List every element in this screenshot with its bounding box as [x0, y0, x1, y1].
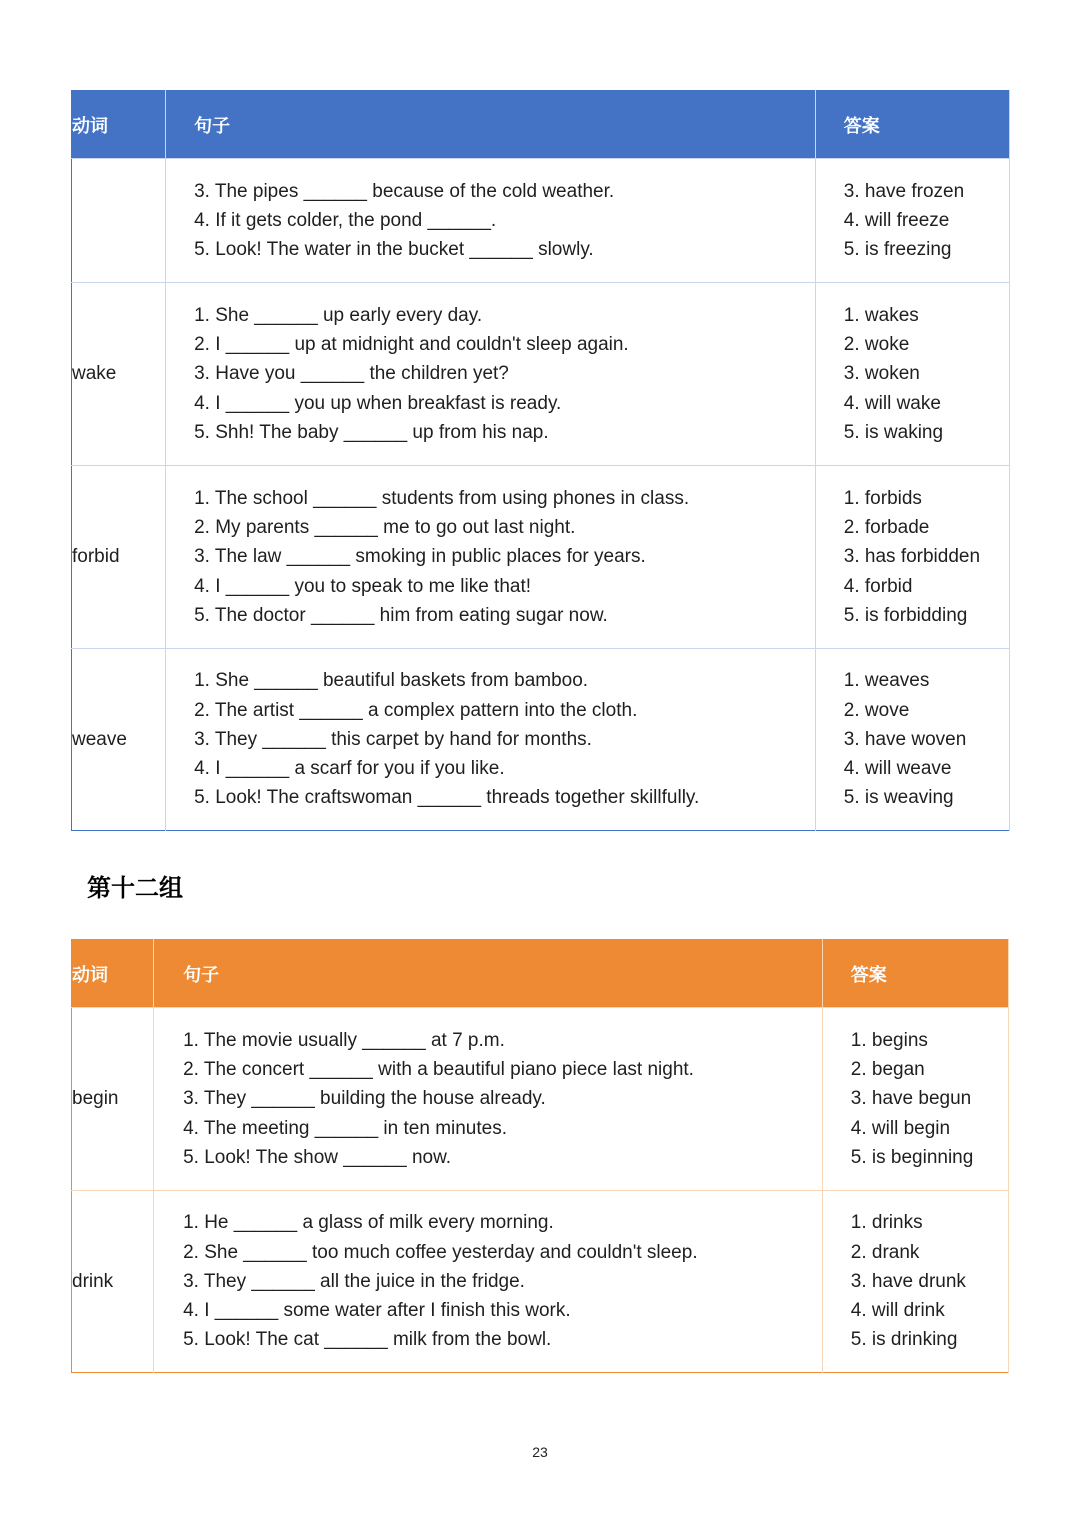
answer-line: 4. will weave: [843, 758, 952, 780]
sentence-line: 1. She ______ up early every day.: [194, 304, 483, 326]
answer-line: 2. began: [850, 1059, 925, 1081]
sentence-line: 1. She ______ beautiful baskets from bamboo.: [194, 670, 589, 692]
sentence-line: 2. My parents ______ me to go out last night.: [194, 517, 576, 539]
answer-line: 1. wakes: [843, 304, 919, 326]
verb-cell: wake: [72, 283, 166, 466]
answer-line: 4. will wake: [843, 392, 941, 414]
answer-line: 2. forbade: [843, 517, 930, 539]
table-row: [72, 159, 1010, 283]
answer-line: 5. is forbidding: [843, 604, 968, 626]
verb-table-2: [71, 939, 1009, 1373]
sentence-line: 2. She ______ too much coffee yesterday and couldn't sleep.: [183, 1241, 698, 1263]
sentence-line: 4. I ______ you to speak to me like that!: [194, 575, 532, 597]
sentence-line: 4. I ______ a scarf for you if you like.: [194, 758, 505, 780]
answer-line: 5. is freezing: [843, 239, 952, 261]
sentence-line: 3. The pipes ______ because of the cold weather.: [194, 180, 615, 202]
sentences-cell: [166, 466, 816, 649]
answer-line: 1. forbids: [843, 487, 922, 509]
answer-line: 1. weaves: [843, 670, 930, 692]
table-row: [72, 1191, 1009, 1373]
verb-cell: [72, 159, 166, 283]
answer-line: 3. have begun: [850, 1088, 972, 1110]
verb-cell: begin: [72, 1008, 154, 1191]
answer-line: 3. woken: [843, 363, 920, 385]
answers-cell: [815, 283, 1009, 466]
verb-cell: weave: [72, 649, 166, 831]
answer-line: 3. has forbidden: [843, 546, 981, 568]
answer-line: 3. have frozen: [843, 180, 965, 202]
table-row: [72, 466, 1010, 649]
header-verb: 动词: [72, 940, 154, 1008]
sentence-line: 3. The law ______ smoking in public places for years.: [194, 546, 646, 568]
table-header-row: [72, 91, 1010, 159]
sentence-line: 2. The concert ______ with a beautiful piano piece last night.: [183, 1059, 694, 1081]
sentence-line: 2. I ______ up at midnight and couldn't sleep again.: [194, 334, 629, 356]
answer-line: 3. have drunk: [850, 1270, 966, 1292]
table-header-row: [72, 940, 1009, 1008]
sentence-line: 3. They ______ building the house already.: [183, 1088, 546, 1110]
answer-line: 1. drinks: [850, 1212, 923, 1234]
sentences-cell: [154, 1008, 823, 1191]
answer-line: 4. forbid: [843, 575, 913, 597]
sentence-line: 4. I ______ you up when breakfast is ready.: [194, 392, 562, 414]
answer-line: 5. is weaving: [843, 787, 954, 809]
sentence-line: 1. The movie usually ______ at 7 p.m.: [183, 1029, 505, 1051]
answer-line: 5. is drinking: [850, 1329, 958, 1351]
sentences-cell: [166, 649, 816, 831]
sentence-line: 5. Look! The cat ______ milk from the bowl.: [183, 1329, 552, 1351]
answers-cell: [822, 1008, 1008, 1191]
section-title: 第十二组: [87, 874, 183, 902]
sentence-line: 4. I ______ some water after I finish this work.: [183, 1300, 571, 1322]
answer-line: 2. wove: [843, 699, 910, 721]
sentence-line: 3. They ______ all the juice in the fridge.: [183, 1270, 525, 1292]
header-sentence: 句子: [166, 91, 816, 159]
sentence-line: 5. Shh! The baby ______ up from his nap.: [194, 421, 549, 443]
sentence-line: 5. Look! The show ______ now.: [183, 1146, 452, 1168]
answer-line: 3. have woven: [843, 728, 967, 750]
sentence-line: 2. The artist ______ a complex pattern into the cloth.: [194, 699, 638, 721]
header-answer: 答案: [815, 91, 1009, 159]
answers-cell: [815, 159, 1009, 283]
page-number: 23: [532, 1444, 548, 1460]
answers-cell: [815, 466, 1009, 649]
sentences-cell: [166, 159, 816, 283]
header-answer: 答案: [822, 940, 1008, 1008]
verb-cell: forbid: [72, 466, 166, 649]
sentence-line: 5. Look! The water in the bucket ______ slowly.: [194, 239, 594, 261]
sentence-line: 4. If it gets colder, the pond ______.: [194, 209, 497, 231]
sentences-cell: [166, 283, 816, 466]
verb-table-1: [71, 90, 1010, 831]
answer-line: 5. is beginning: [850, 1146, 974, 1168]
answers-cell: [822, 1191, 1008, 1373]
sentence-line: 4. The meeting ______ in ten minutes.: [183, 1117, 507, 1139]
answer-line: 4. will freeze: [843, 209, 950, 231]
answer-line: 2. woke: [843, 334, 910, 356]
answer-line: 1. begins: [850, 1029, 928, 1051]
table-row: [72, 1008, 1009, 1191]
sentences-cell: [154, 1191, 823, 1373]
sentence-line: 1. He ______ a glass of milk every morning.: [183, 1212, 554, 1234]
table-row: [72, 283, 1010, 466]
sentence-line: 3. Have you ______ the children yet?: [194, 363, 509, 385]
sentence-line: 5. The doctor ______ him from eating sugar now.: [194, 604, 608, 626]
answer-line: 5. is waking: [843, 421, 944, 443]
table-row: [72, 649, 1010, 831]
header-verb: 动词: [72, 91, 166, 159]
header-sentence: 句子: [154, 940, 823, 1008]
verb-cell: drink: [72, 1191, 154, 1373]
answer-line: 4. will begin: [850, 1117, 951, 1139]
answers-cell: [815, 649, 1009, 831]
answer-line: 4. will drink: [850, 1300, 945, 1322]
sentence-line: 1. The school ______ students from using phones in class.: [194, 487, 690, 509]
answer-line: 2. drank: [850, 1241, 920, 1263]
sentence-line: 5. Look! The craftswoman ______ threads together skillfully.: [194, 787, 700, 809]
sentence-line: 3. They ______ this carpet by hand for months.: [194, 728, 592, 750]
